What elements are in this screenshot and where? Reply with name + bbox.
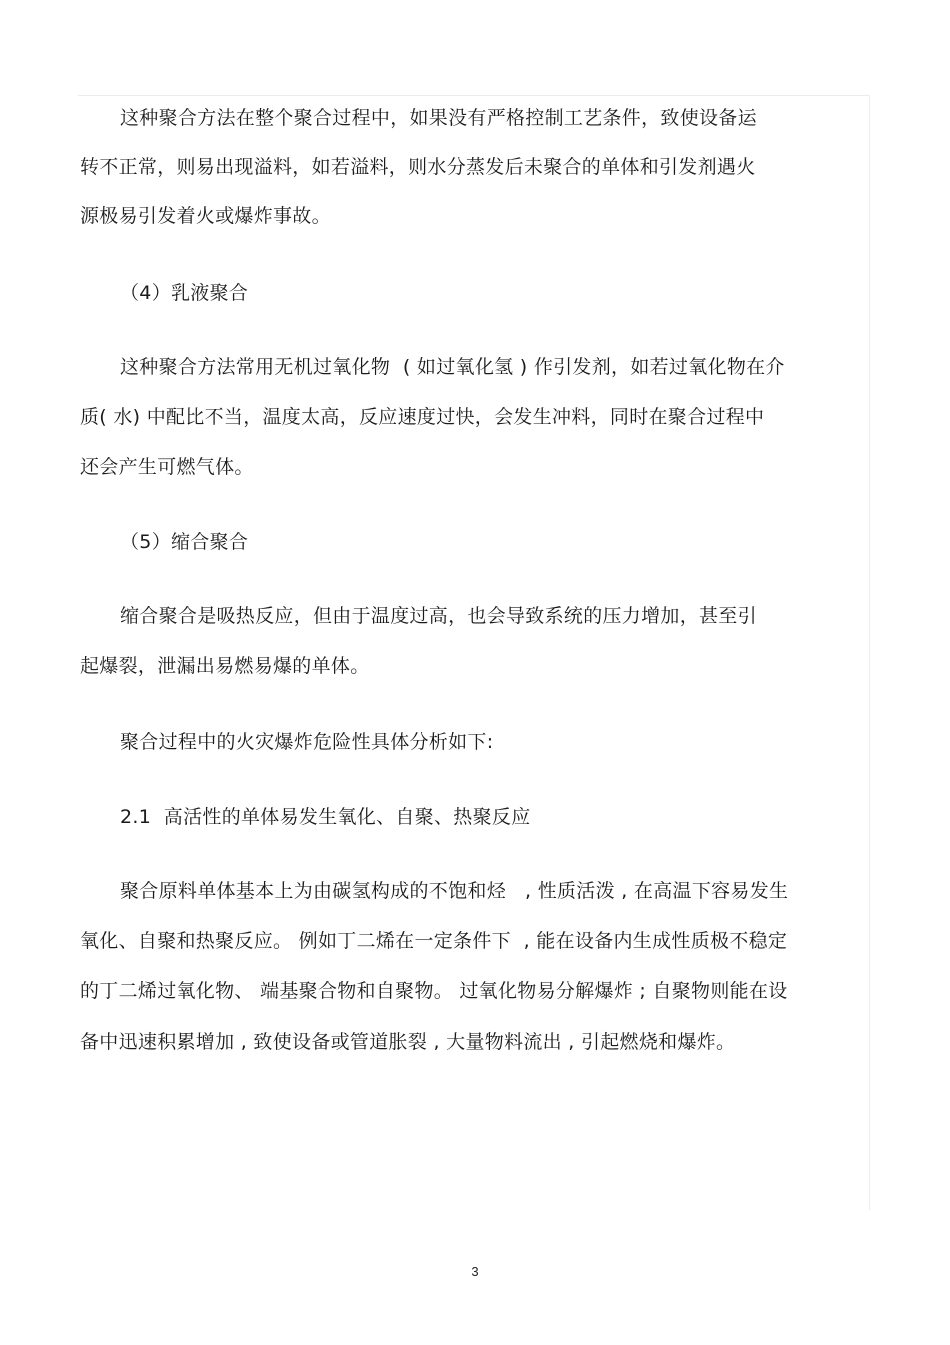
text-line-7: 还会产生可燃气体。 xyxy=(80,456,254,478)
section-heading-2-1: 2.1 高活性的单体易发生氧化、自聚、热聚反应 xyxy=(120,806,531,828)
text-line-1: 这种聚合方法在整个聚合过程中，如果没有严格控制工艺条件，致使设备运 xyxy=(120,107,757,129)
text-line-13: 聚合原料单体基本上为由碳氢构成的不饱和烃 , 性质活泼 , 在高温下容易发生 xyxy=(120,880,789,902)
text-line-10: 起爆裂，泄漏出易燃易爆的单体。 xyxy=(80,655,370,677)
section-heading-condensation-polymerization: （5）缩合聚合 xyxy=(120,531,249,553)
text-line-16: 备中迅速积累增加 , 致使设备或管道胀裂 , 大量物料流出 , 引起燃烧和爆炸。 xyxy=(80,1031,736,1053)
text-line-15: 的丁二烯过氧化物、 端基聚合物和自聚物。 过氧化物易分解爆炸 ; 自聚物则能在设 xyxy=(80,980,788,1002)
page-number: 3 xyxy=(471,1264,479,1279)
text-line-9: 缩合聚合是吸热反应，但由于温度过高，也会导致系统的压力增加，甚至引 xyxy=(120,605,757,627)
text-line-6: 质( 水) 中配比不当，温度太高，反应速度过快，会发生冲料，同时在聚合过程中 xyxy=(80,406,765,428)
text-line-11: 聚合过程中的火灾爆炸危险性具体分析如下: xyxy=(120,731,494,753)
text-line-14: 氧化、自聚和热聚反应。 例如丁二烯在一定条件下 , 能在设备内生成性质极不稳定 xyxy=(80,930,788,952)
section-heading-emulsion-polymerization: （4）乳液聚合 xyxy=(120,282,249,304)
text-line-2: 转不正常，则易出现溢料，如若溢料，则水分蒸发后未聚合的单体和引发剂遇火 xyxy=(80,156,756,178)
text-line-5: 这种聚合方法常用无机过氧化物 ( 如过氧化氢 ) 作引发剂，如若过氧化物在介 xyxy=(120,356,785,378)
text-line-3: 源极易引发着火或爆炸事故。 xyxy=(80,205,331,227)
